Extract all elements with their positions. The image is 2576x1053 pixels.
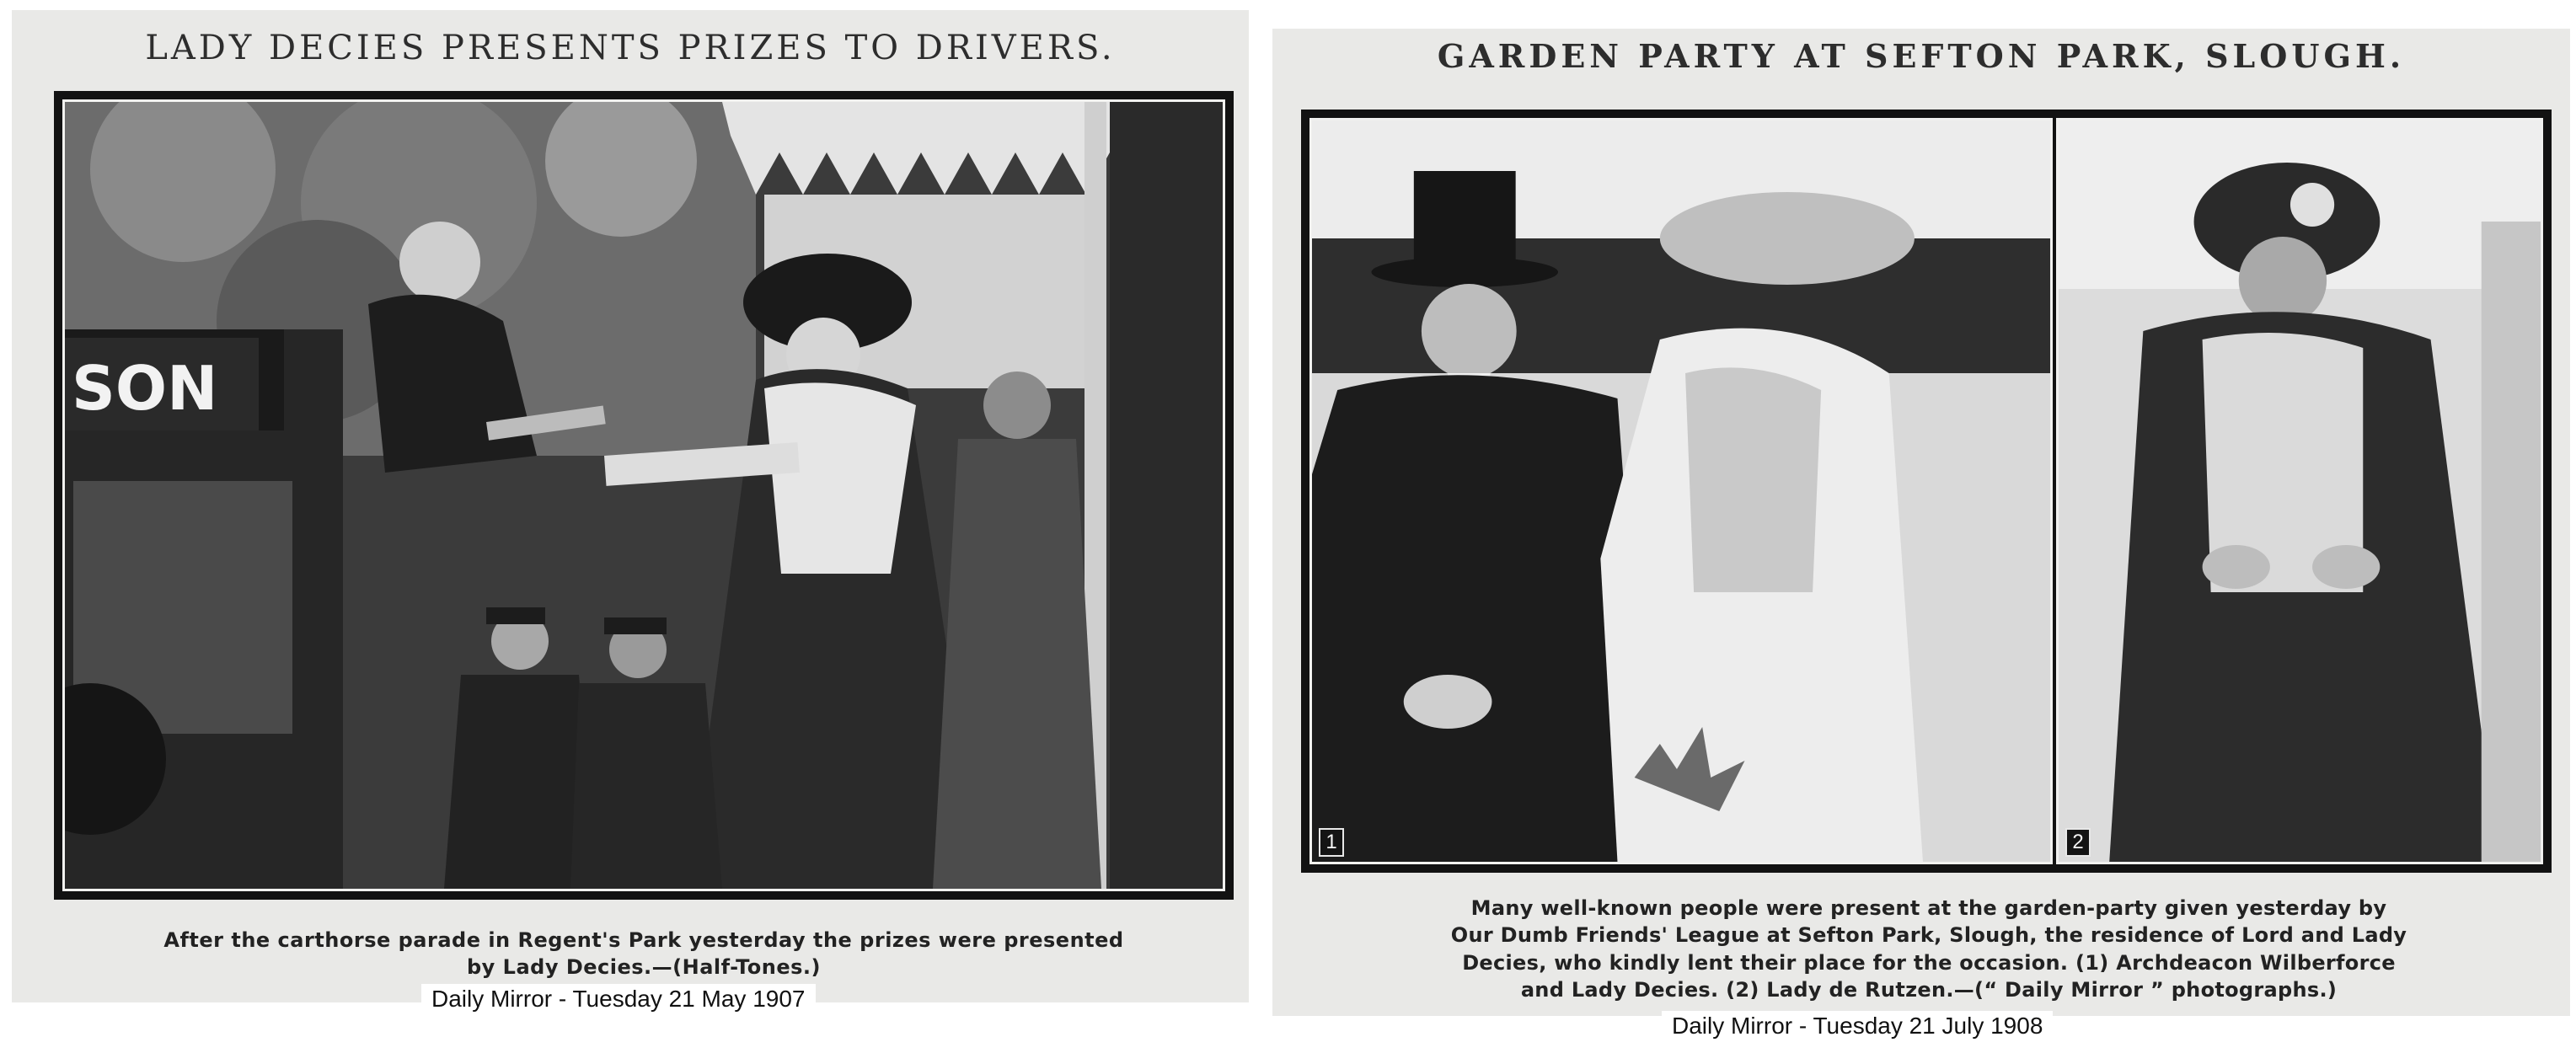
photo-frame <box>54 91 1234 900</box>
caption-line: After the carthorse parade in Regent's Park yesterday the prizes were presented <box>163 928 1124 952</box>
lady-de-rutzen-photo-image <box>2059 120 2541 862</box>
clipping-headline: LADY DECIES PRESENTS PRIZES TO DRIVERS. <box>145 29 1116 67</box>
caption-line: Our Dumb Friends' League at Sefton Park, Slough, the residence of Lord and Lady <box>1450 923 2407 948</box>
clipping-caption <box>1309 895 2548 1004</box>
photo-number: 1 <box>1319 828 1344 857</box>
caption-line: and Lady Decies. (2) Lady de Rutzen.—(“ Daily Mirror ” photographs.) <box>1520 978 2338 1002</box>
caption-line: Decies, who kindly lent their place for the occasion. (1) Archdeacon Wilberforce <box>1462 950 2396 975</box>
newspaper-clipping-garden-party <box>1272 29 2570 1016</box>
vehicle-sign-text: SON <box>72 353 218 424</box>
clipping-caption <box>62 927 1225 981</box>
lady-de-rutzen-photo <box>2056 118 2543 864</box>
source-label: Daily Mirror - Tuesday 21 July 1908 <box>1662 1011 2053 1041</box>
clipping-headline: GARDEN PARTY AT SEFTON PARK, SLOUGH. <box>1437 37 2406 75</box>
photo-number: 2 <box>2065 828 2091 857</box>
source-label: Daily Mirror - Tuesday 21 May 1907 <box>421 984 816 1014</box>
prize-giving-photo-image <box>65 102 1223 889</box>
caption-line: Many well-known people were present at the garden-party given yesterday by <box>1470 896 2387 920</box>
newspaper-clipping-prizes <box>12 10 1249 1002</box>
caption-line: by Lady Decies.—(Half-Tones.) <box>466 955 821 980</box>
archdeacon-and-lady-photo <box>1309 118 2053 864</box>
archdeacon-and-lady-photo-image <box>1312 120 2050 862</box>
photo-frame <box>1301 110 2552 873</box>
prize-giving-photo <box>62 99 1225 891</box>
